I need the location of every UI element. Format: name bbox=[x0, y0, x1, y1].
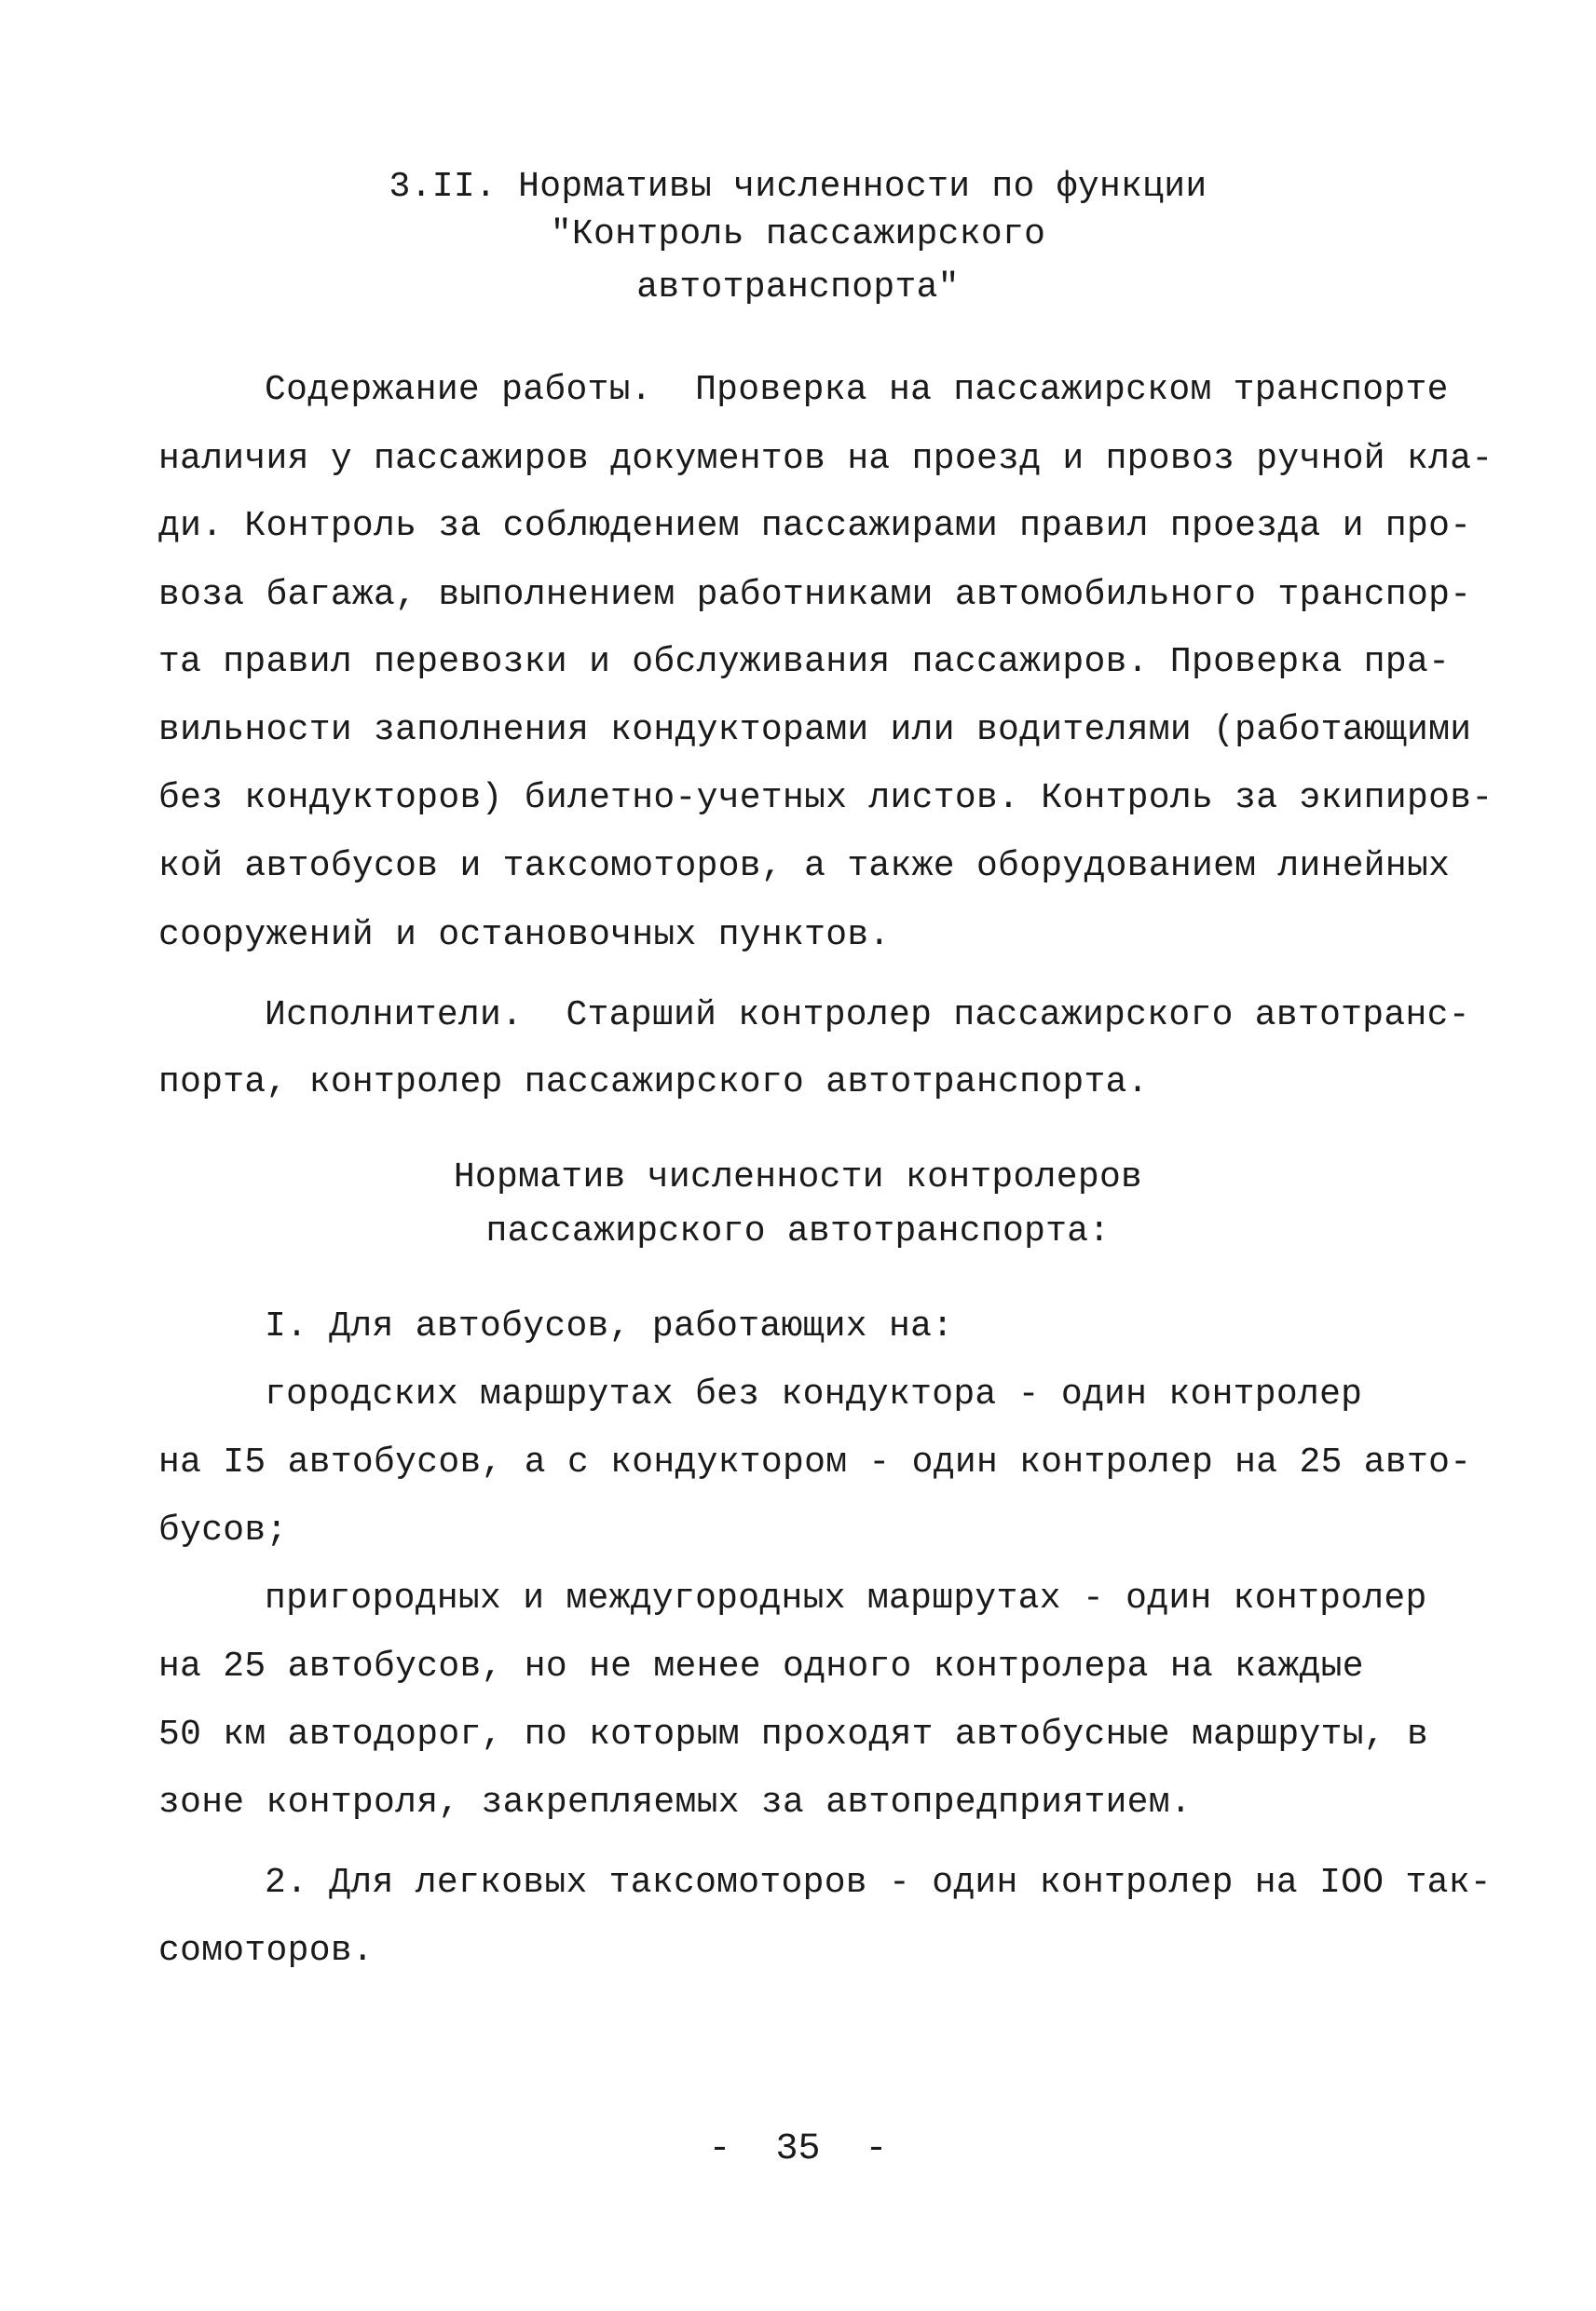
content-line: вильности заполнения кондукторами или водителями (работающими bbox=[158, 710, 1472, 750]
section-heading-line-2: "Контроль пассажирского bbox=[550, 214, 1046, 254]
item-1-city-line: бусов; bbox=[158, 1511, 288, 1551]
page-number: - 35 - bbox=[708, 2128, 888, 2170]
content-line: ди. Контроль за соблюдением пассажирами правил проезда и про- bbox=[158, 506, 1472, 546]
item-1-city-line: на I5 автобусов, а с кондуктором - один контролер на 25 авто- bbox=[158, 1443, 1472, 1483]
content-line: сооружений и остановочных пунктов. bbox=[158, 915, 891, 955]
item-1-suburban-line: на 25 автобусов, но не менее одного контролера на каждые bbox=[158, 1647, 1364, 1687]
executors-line: порта, контролер пассажирского автотранспорта. bbox=[158, 1062, 1149, 1102]
content-line: кой автобусов и таксомоторов, а также оборудованием линейных bbox=[158, 846, 1451, 886]
item-2-line: сомоторов. bbox=[158, 1931, 375, 1971]
content-line: та правил перевозки и обслуживания пассажиров. Проверка пра- bbox=[158, 642, 1451, 682]
norm-heading-line-1: Норматив численности контролеров bbox=[453, 1157, 1143, 1197]
section-heading-line-3: автотранспорта" bbox=[636, 267, 960, 308]
item-1-city-line: городских маршрутах без кондуктора - один контролер bbox=[265, 1374, 1363, 1415]
item-1-suburban-line: пригородных и междугородных маршрутах - один контролер bbox=[265, 1579, 1427, 1619]
content-line: наличия у пассажиров документов на проезд и провоз ручной кла- bbox=[158, 439, 1494, 479]
content-line: Содержание работы. Проверка на пассажирском транспорте bbox=[265, 370, 1449, 410]
item-1-suburban-line: зоне контроля, закрепляемых за автопредприятием. bbox=[158, 1783, 1192, 1823]
executors-line: Исполнители. Старший контролер пассажирского автотранс- bbox=[265, 995, 1470, 1035]
content-line: без кондукторов) билетно-учетных листов. Контроль за экипиров- bbox=[158, 778, 1494, 818]
section-heading-line-1: 3.II. Нормативы численности по функции bbox=[389, 167, 1207, 207]
norm-heading-line-2: пассажирского автотранспорта: bbox=[485, 1211, 1111, 1251]
item-1-suburban-line: 50 км автодорог, по которым проходят автобусные маршруты, в bbox=[158, 1715, 1429, 1755]
item-2-line: 2. Для легковых таксомоторов - один контролер на IOO так- bbox=[265, 1863, 1492, 1903]
item-1-intro: I. Для автобусов, работающих на: bbox=[265, 1306, 954, 1347]
content-line: воза багажа, выполнением работниками автомобильного транспор- bbox=[158, 575, 1472, 615]
